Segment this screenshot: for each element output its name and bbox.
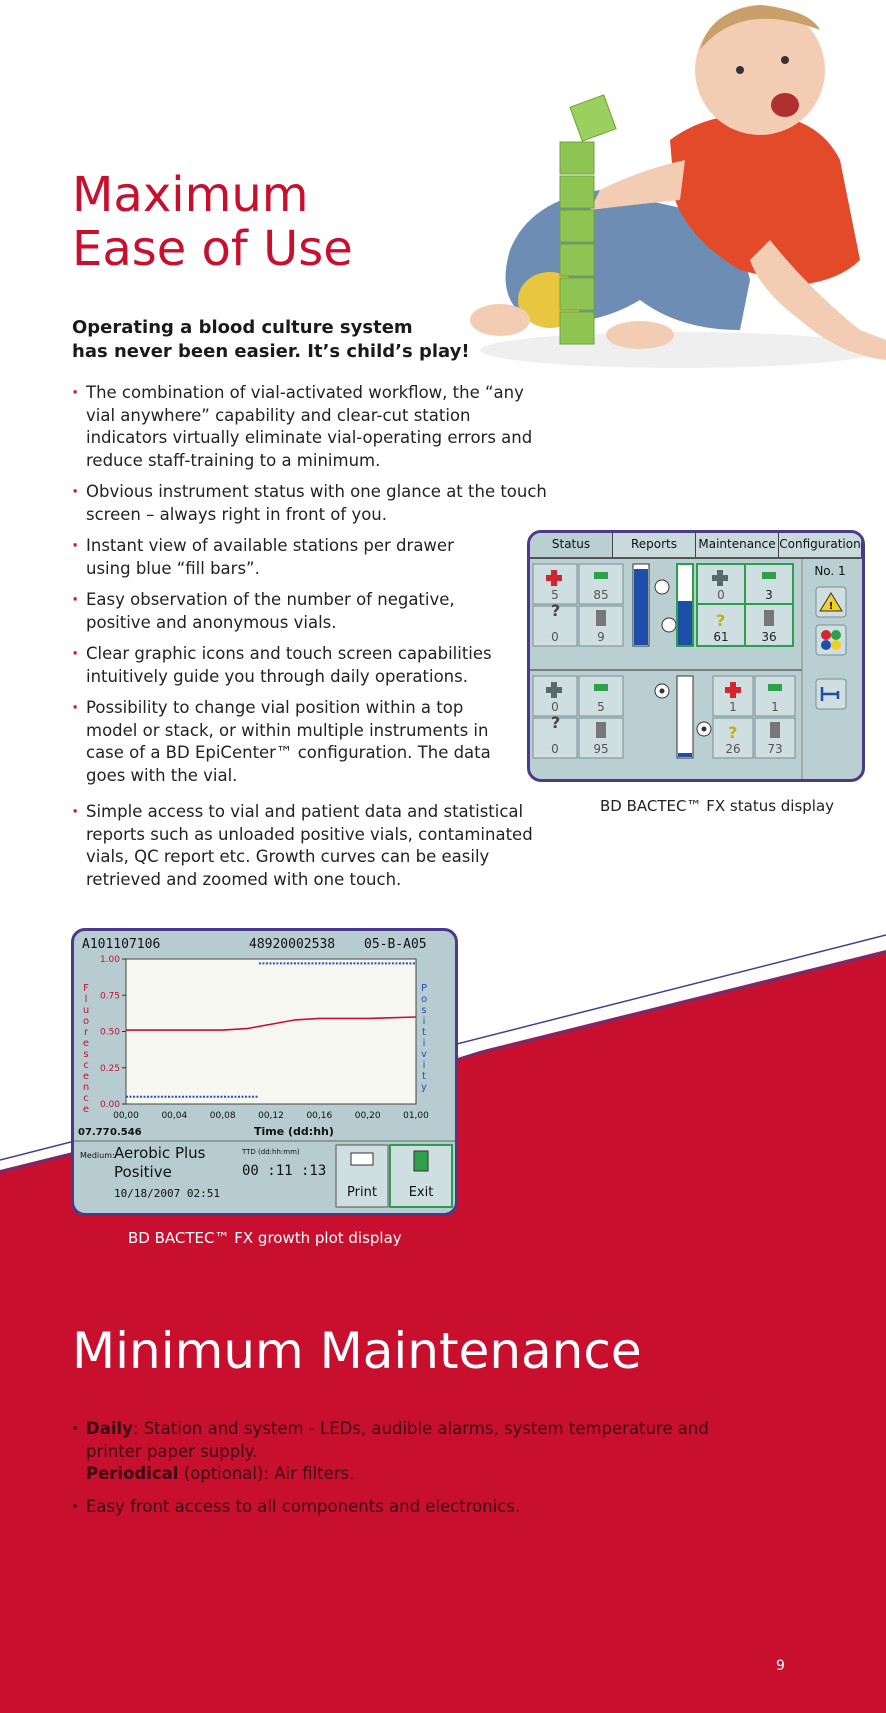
feature-item: · Possibility to change vial position within a top model or stack, or within multiple instruments in case of a BD EpiCenter™ configuration. The data goes with the vial. [72, 697, 506, 787]
status-grid [530, 559, 862, 781]
page-number: 9 [776, 1658, 785, 1674]
x-tick-label: 00,00 [113, 1111, 139, 1121]
title-line-1: Maximum [72, 167, 309, 223]
subheading-line-1: Operating a blood culture system [72, 317, 413, 338]
svg-text:?: ? [716, 611, 726, 630]
y-axis-letter: c [83, 1093, 89, 1104]
print-label: Print [347, 1185, 377, 1200]
count-unloaded: 9 [597, 630, 605, 644]
x-tick-label: 01,00 [403, 1111, 429, 1121]
y-axis-letter: r [83, 1027, 89, 1038]
daily-text: : Station and system - LEDs, audible alarms, system temperature and printer paper supply. [86, 1419, 709, 1461]
svg-text:?: ? [728, 723, 738, 742]
subheading-line-2: has never been easier. It’s child’s play! [72, 341, 470, 362]
y-tick-label: 0.00 [99, 1100, 120, 1110]
vial-id: A101107106 [82, 937, 161, 952]
periodical-label: Periodical [86, 1464, 179, 1483]
readout-right: 0.546 [110, 1127, 142, 1138]
exit-door-icon [414, 1151, 428, 1171]
count-anonymous: 0 [551, 742, 559, 756]
count-positive: 0 [551, 700, 559, 714]
x-axis-label: Time (dd:hh) [254, 1125, 334, 1138]
y-axis-letter: e [82, 1104, 90, 1115]
status-tabs [530, 533, 862, 559]
tab-reports[interactable]: Reports [613, 533, 696, 557]
maintenance-item: · Easy front access to all components and electronics. [72, 1496, 712, 1519]
positivity-letter: i [422, 1016, 426, 1027]
positivity-label [421, 983, 427, 1093]
count-negative: 3 [765, 588, 773, 602]
subheading [72, 316, 492, 364]
result-status: Positive [114, 1163, 172, 1181]
positivity-letter: i [422, 1038, 426, 1049]
x-tick-label: 00,20 [354, 1111, 381, 1121]
positivity-letter: s [421, 1005, 427, 1016]
fill-bar-2 [678, 601, 692, 645]
daily-label: Daily [86, 1419, 133, 1438]
station-id: 05-B-A05 [364, 937, 427, 952]
y-tick-label: 0.25 [99, 1063, 120, 1074]
x-tick-label: 00,12 [258, 1111, 284, 1121]
feature-list-continued [72, 801, 562, 900]
growth-plot-caption: BD BACTEC™ FX growth plot display [128, 1229, 402, 1247]
title-line-2: Ease of Use [72, 221, 353, 277]
count-negative: 1 [771, 700, 779, 714]
periodical-text: (optional): Air filters. [178, 1464, 355, 1483]
ttd-label: TTD (dd:hh:mm) [242, 1148, 300, 1156]
y-axis-letter: n [82, 1082, 90, 1093]
count-anonymous: 0 [551, 630, 559, 644]
baby-with-blocks-photo [440, 0, 886, 380]
y-axis-letter: c [83, 1060, 89, 1071]
count-positive: 1 [729, 700, 737, 714]
x-tick-label: 00,04 [161, 1111, 188, 1121]
alert-button[interactable] [816, 587, 846, 617]
count-positive: 5 [551, 588, 559, 602]
y-tick-labels [100, 955, 126, 1110]
y-tick-label: 0.50 [99, 1027, 120, 1038]
count-unloaded: 73 [767, 742, 783, 756]
count-negative: 85 [593, 588, 609, 602]
maintenance-item [72, 1418, 712, 1486]
count-positive: 0 [717, 588, 725, 602]
feature-item: · Instant view of available stations per drawer using blue “fill bars”. [72, 535, 486, 580]
positivity-letter: v [421, 1049, 427, 1060]
positivity-letter: P [420, 983, 428, 994]
y-axis-letter: s [83, 1049, 89, 1060]
svg-text:!: ! [828, 601, 834, 612]
count-unloaded: 36 [761, 630, 777, 644]
negative-icon [594, 572, 608, 579]
count-anonymous: 61 [713, 630, 729, 644]
positivity-letter: i [422, 1060, 426, 1071]
page-title-ease-of-use [72, 168, 353, 276]
y-axis-letter: F [83, 983, 89, 994]
drawer-label: No. 1 [814, 564, 846, 578]
positivity-letter: y [421, 1082, 427, 1093]
x-tick-label: 00,16 [306, 1111, 333, 1121]
section-title-maintenance: Minimum Maintenance [72, 1322, 642, 1380]
y-axis-letter: u [82, 1005, 90, 1016]
growth-plot-screen [71, 928, 458, 1216]
tab-status[interactable]: Status [530, 533, 613, 557]
exit-label: Exit [408, 1185, 434, 1200]
feature-item: · The combination of vial-activated workflow, the “any vial anywhere” capability and clear-cut station indicators virtually eliminate vial-operating errors and reduce staff-training to a minimum. [72, 382, 546, 472]
medium-value: Aerobic Plus [114, 1144, 206, 1162]
unloaded-icon [596, 610, 606, 626]
sequence-number: 48920002538 [249, 937, 336, 952]
positivity-letter: o [420, 994, 428, 1005]
feature-item: · Clear graphic icons and touch screen capabilities intuitively guide you through daily operations. [72, 643, 516, 688]
count-anonymous: 26 [725, 742, 741, 756]
readout-left: 07.77 [78, 1127, 110, 1138]
maintenance-list [72, 1418, 712, 1528]
tab-configuration[interactable]: Configuration [779, 533, 862, 557]
y-axis-letter: e [82, 1071, 90, 1082]
positivity-letter: t [422, 1071, 426, 1082]
ttd-value: 00 :11 :13 [242, 1163, 327, 1179]
printer-icon [351, 1153, 373, 1165]
feature-item: · Obvious instrument status with one glance at the touch screen – always right in front of you. [72, 481, 566, 526]
x-tick-labels [113, 1111, 429, 1121]
timestamp: 10/18/2007 02:51 [114, 1187, 220, 1200]
tab-maintenance[interactable]: Maintenance [696, 533, 779, 557]
feature-item: · Simple access to vial and patient data and statistical reports such as unloaded positive vials, contaminated vials, QC report etc. Growth curves can be easily retrieved and zoomed with one touch. [72, 801, 562, 891]
medium-label: Medium: [80, 1151, 115, 1160]
growth-plot-svg [74, 931, 455, 1213]
exit-button[interactable] [390, 1145, 452, 1207]
y-axis-label [83, 983, 89, 1115]
drawer-button[interactable] [816, 679, 846, 709]
fill-bar-1 [634, 569, 648, 645]
color-legend-icon [821, 630, 831, 640]
y-axis-letter: e [82, 1038, 90, 1049]
count-unloaded: 95 [593, 742, 609, 756]
y-tick-label: 0.75 [99, 991, 120, 1002]
x-tick-label: 00,08 [209, 1111, 236, 1121]
legend-button[interactable] [816, 625, 846, 655]
feature-item: · Easy observation of the number of negative, positive and anonymous vials. [72, 589, 486, 634]
y-tick-label: 1.00 [99, 955, 120, 965]
feature-list [72, 382, 552, 796]
print-button[interactable] [336, 1145, 388, 1207]
anonymous-icon: ? [551, 601, 561, 620]
y-axis-letter: l [84, 994, 88, 1005]
status-display-screen [527, 530, 865, 782]
fill-bar-3 [678, 753, 692, 757]
svg-text:?: ? [551, 713, 561, 732]
count-negative: 5 [597, 700, 605, 714]
positivity-letter: t [422, 1027, 426, 1038]
status-display-caption: BD BACTEC™ FX status display [600, 797, 835, 815]
y-axis-letter: o [82, 1016, 90, 1027]
